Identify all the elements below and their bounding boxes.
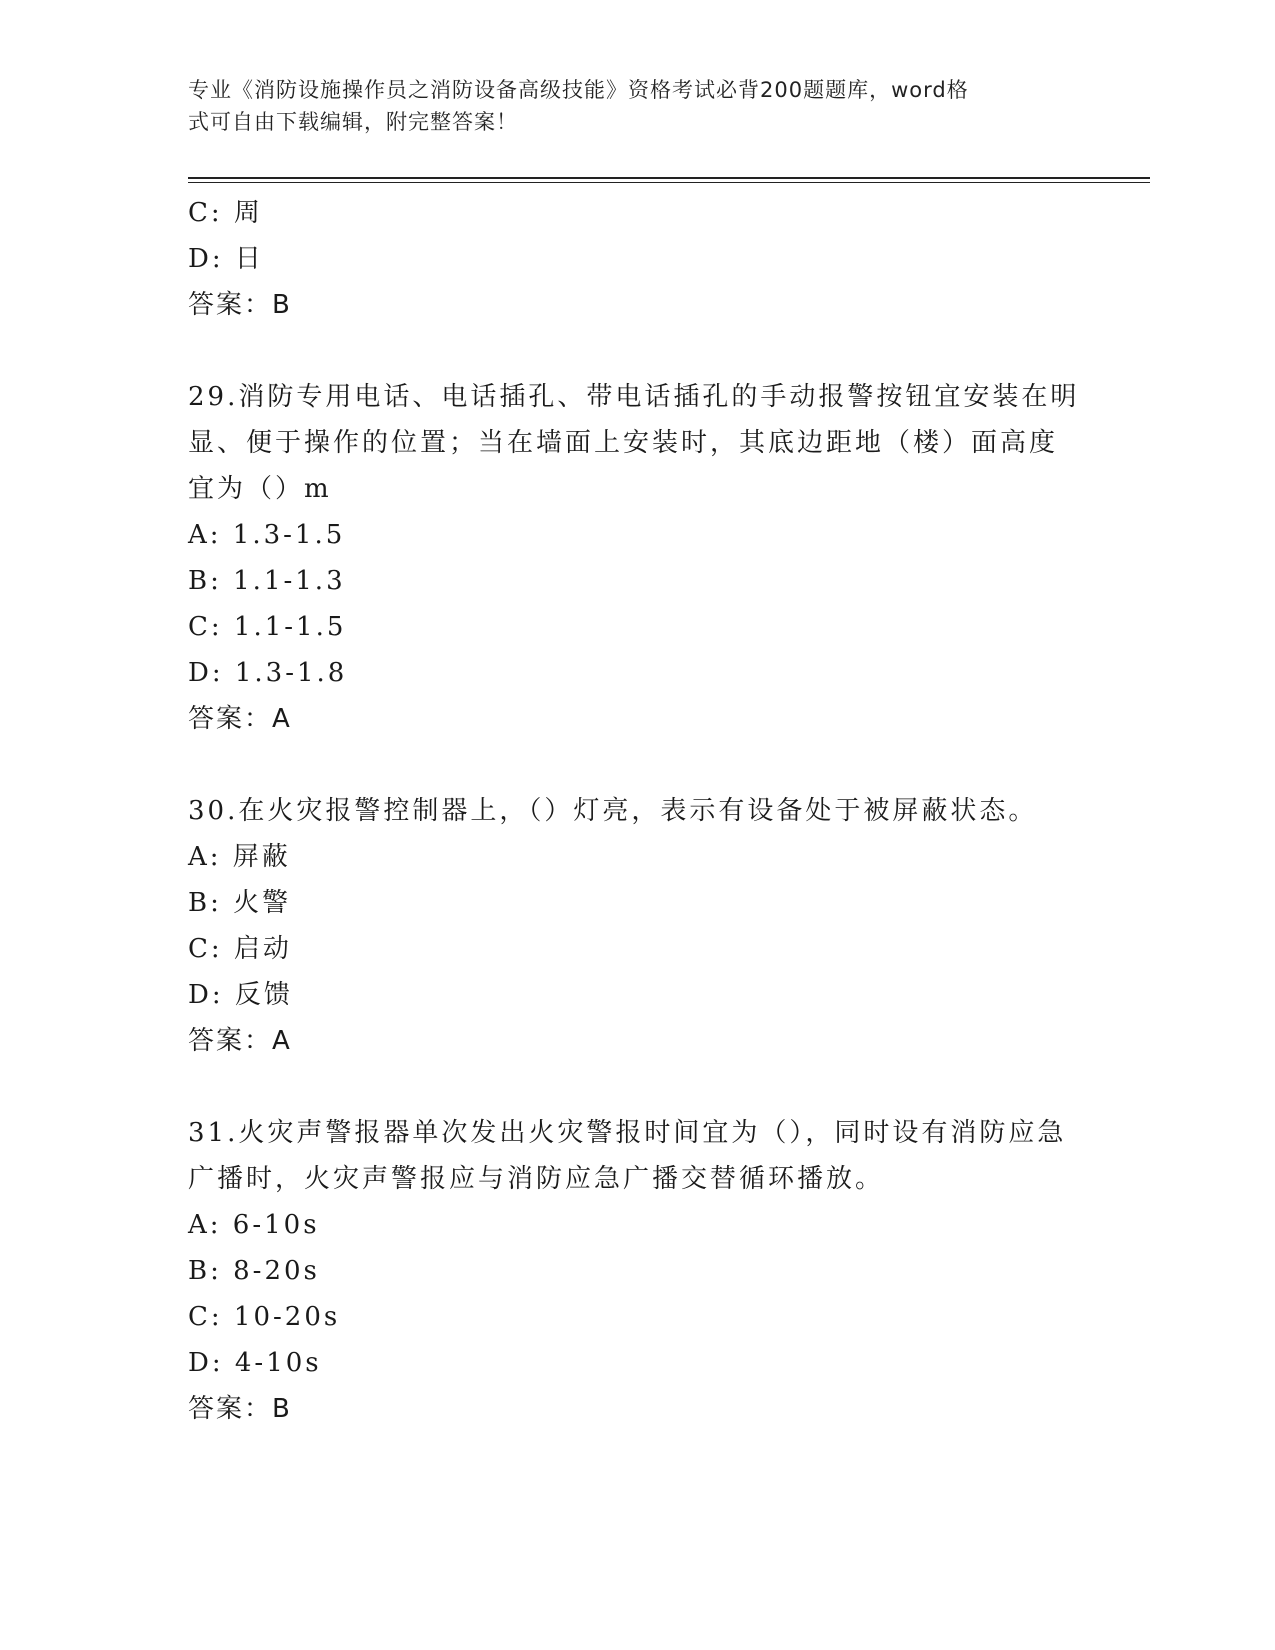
question-30 xyxy=(188,788,1088,1064)
question-text-line: 显、便于操作的位置；当在墙面上安装时，其底边距地（楼）面高度 xyxy=(188,428,1059,458)
header-line-1: 专业《消防设施操作员之消防设备高级技能》资格考试必背200题题库，word格 xyxy=(188,78,969,102)
question-31 xyxy=(188,1110,1088,1432)
header-rule-thick xyxy=(188,177,1150,179)
option-c: C: 1.1-1.5 xyxy=(188,612,347,642)
answer-line: 答案：A xyxy=(188,704,292,734)
question-text-line: 29.消防专用电话、电话插孔、带电话插孔的手动报警按钮宜安装在明 xyxy=(188,382,1080,412)
question-text-line: 广播时，火灾声警报应与消防应急广播交替循环播放。 xyxy=(188,1164,885,1194)
option-a: A: 6-10s xyxy=(188,1210,320,1240)
header-line-2: 式可自由下载编辑，附完整答案！ xyxy=(188,110,518,134)
option-b: B: 1.1-1.3 xyxy=(188,566,346,596)
answer-line: 答案：A xyxy=(188,1026,292,1056)
option-b: B: 火警 xyxy=(188,888,292,918)
option-d: D: 日 xyxy=(188,244,264,274)
option-b: B: 8-20s xyxy=(188,1256,320,1286)
option-c: C: 周 xyxy=(188,198,263,228)
option-c: C: 10-20s xyxy=(188,1302,341,1332)
answer-line: 答案：B xyxy=(188,290,292,320)
question-29 xyxy=(188,374,1088,742)
option-d: D: 反馈 xyxy=(188,980,293,1010)
question-text-line: 宜为（）m xyxy=(188,474,332,504)
answer-line: 答案：B xyxy=(188,1394,292,1424)
question-text-line: 31.火灾声警报器单次发出火灾警报时间宜为（），同时设有消防应急 xyxy=(188,1118,1067,1148)
option-a: A: 屏蔽 xyxy=(188,842,291,872)
spacer xyxy=(188,328,1088,374)
spacer xyxy=(188,1064,1088,1110)
spacer xyxy=(188,742,1088,788)
previous-question xyxy=(188,190,1088,328)
header-rule-thin xyxy=(188,182,1150,183)
question-list xyxy=(188,190,1088,1432)
option-c: C: 启动 xyxy=(188,934,292,964)
option-d: D: 4-10s xyxy=(188,1348,322,1378)
option-d: D: 1.3-1.8 xyxy=(188,658,348,688)
question-text-line: 30.在火灾报警控制器上，（）灯亮，表示有设备处于被屏蔽状态。 xyxy=(188,796,1038,826)
document-header xyxy=(188,74,1068,138)
option-a: A: 1.3-1.5 xyxy=(188,520,346,550)
